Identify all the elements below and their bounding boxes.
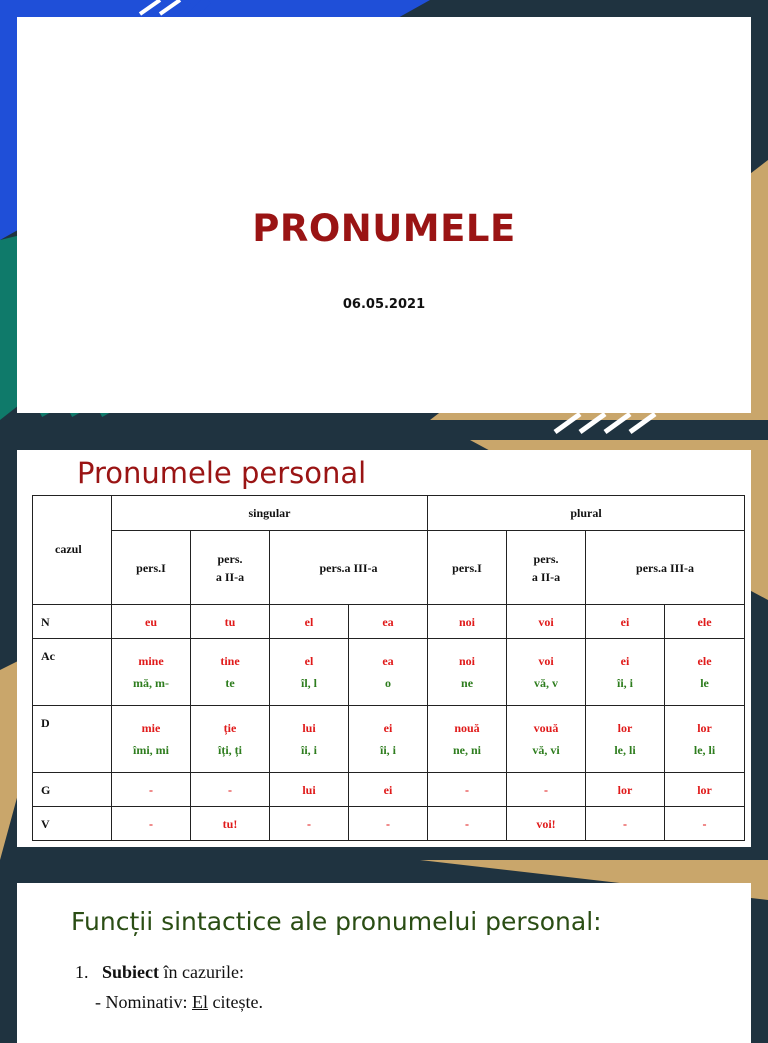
title-slide bbox=[17, 17, 751, 413]
personal-pronoun-slide bbox=[17, 450, 751, 847]
case-label: Ac bbox=[33, 639, 112, 706]
pronoun-cell: lor le, li bbox=[586, 706, 665, 773]
pronoun-cell: ele bbox=[665, 605, 745, 639]
case-prefix: - Nominativ: bbox=[95, 992, 192, 1012]
case-label: G bbox=[33, 773, 112, 807]
table-row bbox=[33, 605, 745, 639]
pronoun-cell: - bbox=[270, 807, 349, 841]
case-label: V bbox=[33, 807, 112, 841]
table-row bbox=[33, 639, 745, 706]
syntactic-functions-slide bbox=[17, 883, 751, 1043]
presentation-date: 06.05.2021 bbox=[342, 297, 426, 312]
function-name: Subiect bbox=[102, 962, 160, 982]
pronoun-cell: - bbox=[349, 807, 428, 841]
cazul-header: cazul bbox=[33, 496, 112, 605]
pronoun-cell: noi bbox=[428, 605, 507, 639]
pronoun-cell: - bbox=[428, 773, 507, 807]
pronoun-cell: ea o bbox=[349, 639, 428, 706]
pronoun-cell: ea bbox=[349, 605, 428, 639]
pronoun-cell: vouă vă, vi bbox=[507, 706, 586, 773]
pronoun-cell: mie îmi, mi bbox=[112, 706, 191, 773]
pronoun-cell: - bbox=[428, 807, 507, 841]
pronoun-cell: - bbox=[112, 807, 191, 841]
slide-title: Funcții sintactice ale pronumelui personal: bbox=[71, 907, 602, 936]
list-item-text: în cazurile: bbox=[159, 962, 244, 982]
list-number: 1. bbox=[75, 962, 89, 982]
pronoun-cell: - bbox=[586, 807, 665, 841]
pronoun-cell: ei bbox=[586, 605, 665, 639]
table-row bbox=[33, 773, 745, 807]
table-header-row bbox=[33, 496, 745, 531]
example-underlined: El bbox=[192, 992, 208, 1012]
pronoun-cell: tu! bbox=[191, 807, 270, 841]
pronoun-cell: mine mă, m- bbox=[112, 639, 191, 706]
pronoun-cell: ție îți, ți bbox=[191, 706, 270, 773]
person-header: pers.a III-a bbox=[586, 531, 745, 605]
example-suffix: citește. bbox=[208, 992, 263, 1012]
pronoun-cell: el îl, l bbox=[270, 639, 349, 706]
pronoun-cell: tine te bbox=[191, 639, 270, 706]
list-item bbox=[75, 987, 263, 1017]
functions-list bbox=[75, 957, 263, 1017]
pronoun-table bbox=[32, 495, 745, 841]
pronoun-cell: ei îi, i bbox=[349, 706, 428, 773]
pronoun-cell: voi vă, v bbox=[507, 639, 586, 706]
pronoun-cell: noi ne bbox=[428, 639, 507, 706]
pronoun-cell: tu bbox=[191, 605, 270, 639]
table-person-row bbox=[33, 531, 745, 605]
plural-header: plural bbox=[428, 496, 745, 531]
singular-header: singular bbox=[112, 496, 428, 531]
person-header: pers.I bbox=[428, 531, 507, 605]
table-row bbox=[33, 807, 745, 841]
pronoun-cell: - bbox=[665, 807, 745, 841]
case-label: N bbox=[33, 605, 112, 639]
pronoun-cell: - bbox=[191, 773, 270, 807]
person-header: pers. a II-a bbox=[507, 531, 586, 605]
pronoun-cell: lui bbox=[270, 773, 349, 807]
pronoun-cell: lor bbox=[586, 773, 665, 807]
person-header: pers.I bbox=[112, 531, 191, 605]
pronoun-cell: lor bbox=[665, 773, 745, 807]
pronoun-cell: eu bbox=[112, 605, 191, 639]
pronoun-cell: ei îi, i bbox=[586, 639, 665, 706]
pronoun-cell: - bbox=[112, 773, 191, 807]
pronoun-cell: voi bbox=[507, 605, 586, 639]
table-row bbox=[33, 706, 745, 773]
pronoun-cell: nouă ne, ni bbox=[428, 706, 507, 773]
pronoun-cell: lor le, li bbox=[665, 706, 745, 773]
pronoun-cell: - bbox=[507, 773, 586, 807]
pronoun-cell: ele le bbox=[665, 639, 745, 706]
list-item bbox=[75, 957, 263, 987]
pronoun-cell: el bbox=[270, 605, 349, 639]
pronoun-cell: voi! bbox=[507, 807, 586, 841]
case-label: D bbox=[33, 706, 112, 773]
slide-title: Pronumele personal bbox=[77, 456, 367, 490]
pronoun-cell: lui îi, i bbox=[270, 706, 349, 773]
pronoun-cell: ei bbox=[349, 773, 428, 807]
person-header: pers.a III-a bbox=[270, 531, 428, 605]
person-header: pers. a II-a bbox=[191, 531, 270, 605]
presentation-title: PRONUMELE bbox=[252, 207, 516, 250]
